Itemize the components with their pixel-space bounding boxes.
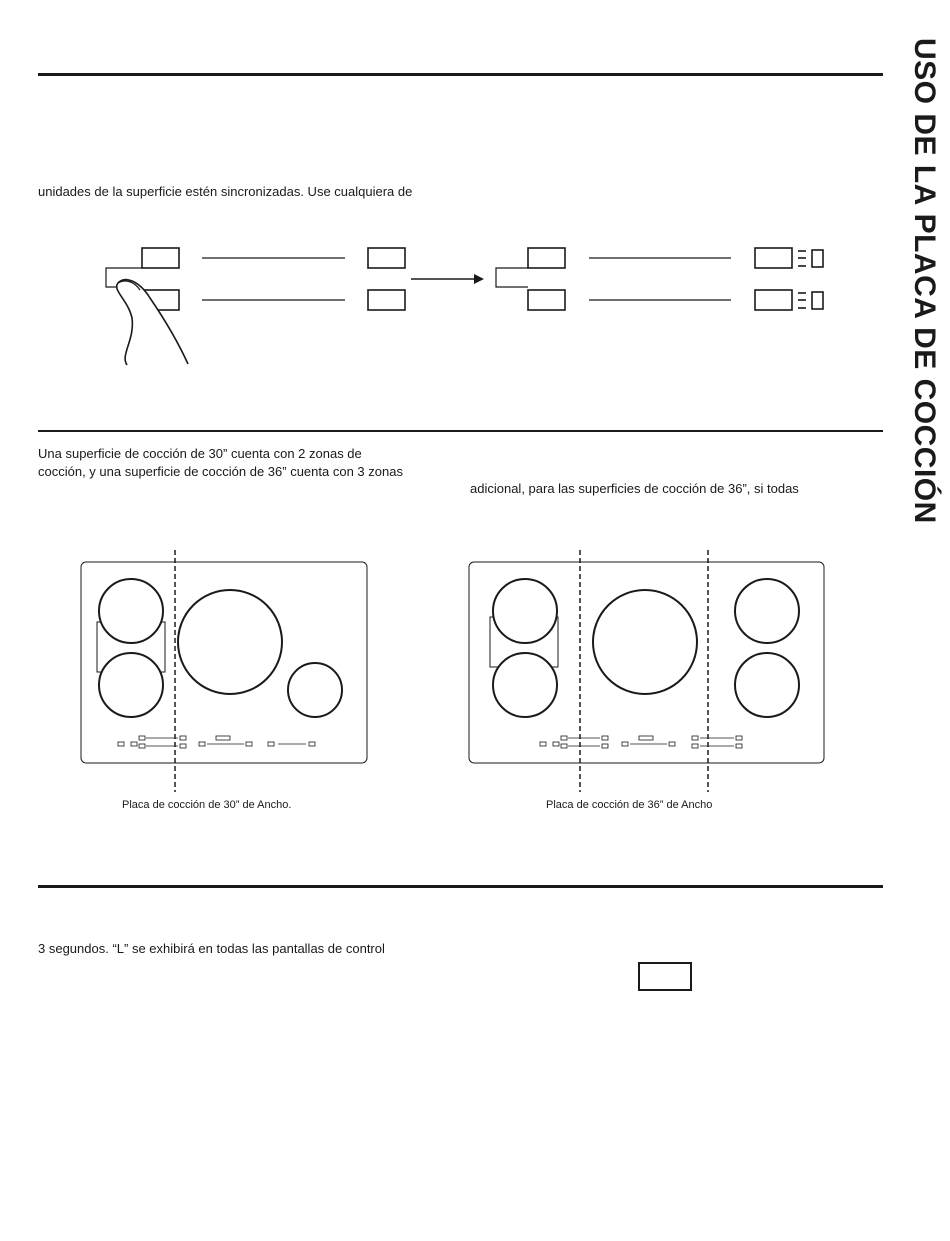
- sync-key-lower: [142, 290, 179, 310]
- finger-icon: [117, 280, 188, 365]
- cooktop-30-diagram: [81, 550, 367, 792]
- sync-key-upper: [142, 248, 179, 268]
- cooktop-36-diagram: [469, 550, 824, 792]
- caption-30: Placa de cocción de 30” de Ancho.: [122, 799, 292, 811]
- zones-text-line1: Una superficie de cocción de 30” cuenta con 2 zonas de: [38, 446, 362, 461]
- zones-text-right: adicional, para las superficies de cocción de 36”, si todas: [470, 481, 799, 496]
- arrow-icon: [474, 274, 484, 284]
- lock-text: 3 segundos. “L” se exhibirá en todas las pantallas de control: [38, 941, 385, 956]
- side-title: USO DE LA PLACA DE COCCIÓN: [908, 38, 941, 524]
- section-divider-middle: [38, 430, 883, 432]
- section-divider-bottom: [38, 885, 883, 888]
- zones-text-line2: cocción, y una superficie de cocción de 36” cuenta con 3 zonas: [38, 464, 403, 479]
- lock-key: [638, 962, 692, 991]
- section-divider-top: [38, 73, 883, 76]
- sync-text: unidades de la superficie estén sincronizadas. Use cualquiera de: [38, 184, 413, 199]
- caption-36: Placa de cocción de 36” de Ancho: [546, 799, 713, 811]
